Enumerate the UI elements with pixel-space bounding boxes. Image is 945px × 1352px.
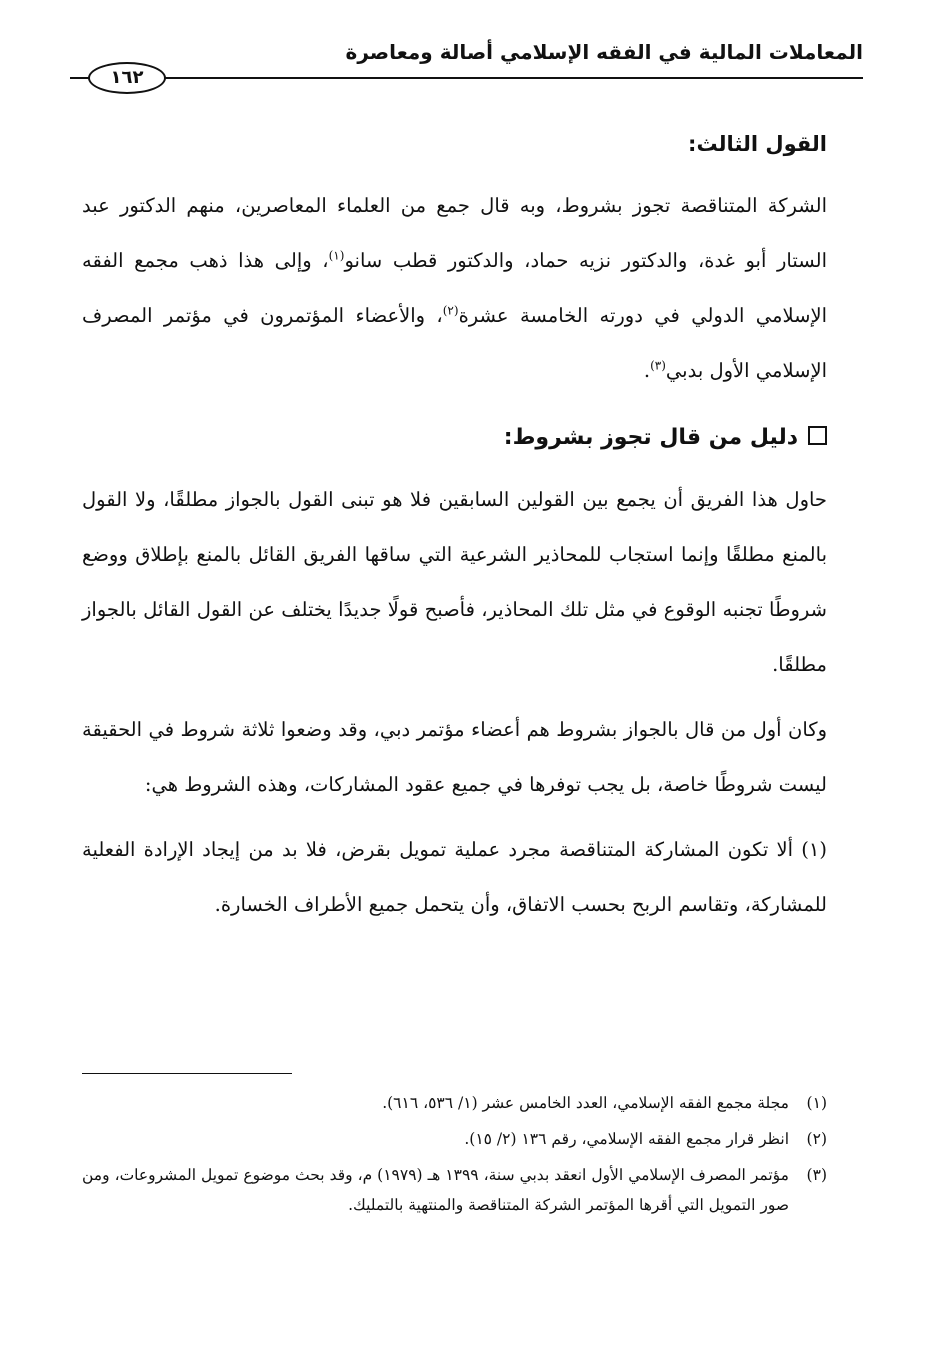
- running-header: [70, 36, 863, 96]
- footnote-ref-2: (٢): [442, 303, 459, 318]
- footnote-ref-1: (١): [328, 248, 345, 263]
- text-run: .: [643, 359, 651, 382]
- footnote-text: مؤتمر المصرف الإسلامي الأول انعقد بدبي سنة، ١٣٩٩ هـ (١٩٧٩) م، وقد بحث موضوع تمويل المشروعات، ومن صور التمويل التي أقرها المؤتمر الشركة المتناقصة والمنتهية بالتمليك.: [82, 1166, 789, 1214]
- footnote-number: (٢): [806, 1130, 827, 1148]
- page-number: ١٦٢: [88, 62, 166, 94]
- footnote-separator: [82, 1073, 292, 1074]
- heading-third-opinion: القول الثالث:: [688, 132, 827, 156]
- footnote-number: (١): [806, 1094, 827, 1112]
- footnote-1: [82, 1088, 827, 1118]
- footnotes: [82, 1088, 827, 1226]
- paragraph-dubai-conference: وكان أول من قال بالجواز بشروط هم أعضاء مؤتمر دبي، وقد وضعوا ثلاثة شروط في الحقيقة ليست شروطًا خاصة، بل يجب توفرها في جميع عقود المشاركات، وهذه الشروط هي:: [82, 718, 827, 796]
- footnote-number: (٣): [806, 1166, 827, 1184]
- text-run: الشركة المتناقصة تجوز بشروط، وبه قال جمع من العلماء المعاصرين، منهم الدكتور عبد الستار أبو غدة، والدكتور نزيه حماد، والدكتور قطب سانو: [82, 194, 827, 272]
- text-run: ، وإلى هذا ذهب مجمع الفقه الإسلامي الدولي في دورته الخامسة عشرة: [82, 249, 827, 327]
- paragraph-evidence: حاول هذا الفريق أن يجمع بين القولين السابقين فلا هو تبنى القول بالجواز مطلقًا، ولا القول بالمنع مطلقًا وإنما استجاب للمحاذير الشرعية التي ساقها الفريق القائل بالمنع بإطلاق ووضع شروطًا تجنبه الوقوع في مثل تلك المحاذير، فأصبح قولًا جديدًا يختلف عن القول القائل بالجواز مطلقًا.: [82, 488, 827, 676]
- footnote-text: مجلة مجمع الفقه الإسلامي، العدد الخامس عشر (١/ ٥٣٦، ٦١٦).: [382, 1094, 789, 1112]
- footnote-3: [82, 1160, 827, 1220]
- main-text: [82, 118, 827, 942]
- square-bullet-icon: [808, 426, 827, 445]
- text-run: ، والأعضاء المؤتمرون في مؤتمر المصرف الإسلامي الأول بدبي: [82, 304, 827, 382]
- paragraph-third-opinion: [82, 178, 827, 398]
- heading-evidence: [82, 412, 827, 464]
- paragraph-condition-1: (١) ألا تكون المشاركة المتناقصة مجرد عملية تمويل بقرض، فلا بد من إيجاد الإرادة الفعلية للمشاركة، وتقاسم الربح بحسب الاتفاق، وأن يتحمل جميع الأطراف الخسارة.: [82, 838, 827, 916]
- footnote-ref-3: (٣): [650, 358, 666, 373]
- footnote-2: [82, 1124, 827, 1154]
- book-title: المعاملات المالية في الفقه الإسلامي أصالة ومعاصرة: [345, 40, 863, 64]
- heading-evidence-text: دليل من قال تجوز بشروط:: [503, 425, 798, 450]
- footnote-text: انظر قرار مجمع الفقه الإسلامي، رقم ١٣٦ (٢/ ١٥).: [464, 1130, 789, 1148]
- header-rule: [70, 77, 863, 79]
